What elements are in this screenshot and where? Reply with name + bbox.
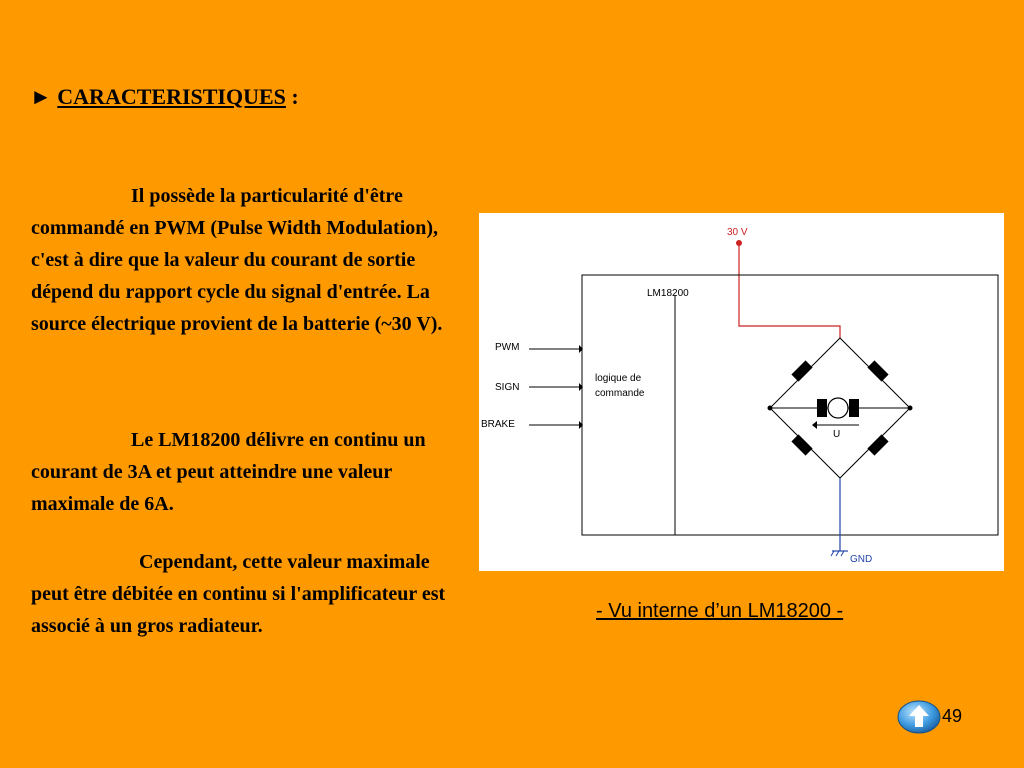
logic-label-line1: logique de (595, 373, 642, 384)
up-arrow-icon (896, 698, 942, 736)
input-label-brake: BRAKE (481, 419, 515, 430)
paragraph-current: Le LM18200 délivre en continu un courant de 3A et peut atteindre une valeur maximale de 6A. (31, 429, 426, 515)
input-label-sign: SIGN (495, 382, 520, 393)
diagram-caption: - Vu interne d’un LM18200 - (596, 600, 844, 622)
motor-icon (828, 398, 848, 418)
current-arrowhead (812, 421, 817, 429)
home-button[interactable] (896, 698, 942, 736)
paragraph-pwm: Il possède la particularité d'être commandé en PWM (Pulse Width Modulation), c'est à dire que la valeur du courant de sortie dépend du rapport cycle du signal d'entrée. La source électrique provient de la batterie (~30 V). (31, 185, 443, 335)
ground-label: GND (850, 554, 873, 565)
heading-label: CARACTERISTIQUES (57, 84, 286, 109)
paragraph-radiator: Cependant, cette valeur maximale peut être débitée en continu si l'amplificateur est associé à un gros radiateur. (31, 551, 446, 637)
section-heading (30, 84, 299, 110)
switch-bottom-left (791, 434, 812, 455)
supply-label: 30 V (727, 227, 748, 238)
ground-hatch-3 (841, 551, 844, 556)
page-number: 49 (942, 706, 963, 726)
chip-outline (582, 275, 998, 535)
switch-top-right (867, 360, 888, 381)
heading-suffix: : (285, 84, 299, 109)
switch-bottom-right (867, 434, 888, 455)
logic-label-line2: commande (595, 388, 645, 399)
lm18200-diagram (479, 213, 1004, 571)
chip-label: LM18200 (647, 288, 689, 299)
input-label-pwm: PWM (495, 342, 520, 353)
supply-wire (739, 243, 840, 338)
ground-hatch-2 (836, 551, 839, 556)
switch-top-left (791, 360, 812, 381)
motor-brush-right (849, 399, 859, 417)
motor-label: U (833, 429, 841, 440)
motor-brush-left (817, 399, 827, 417)
heading-marker: ► (30, 84, 52, 109)
ground-hatch-1 (831, 551, 834, 556)
